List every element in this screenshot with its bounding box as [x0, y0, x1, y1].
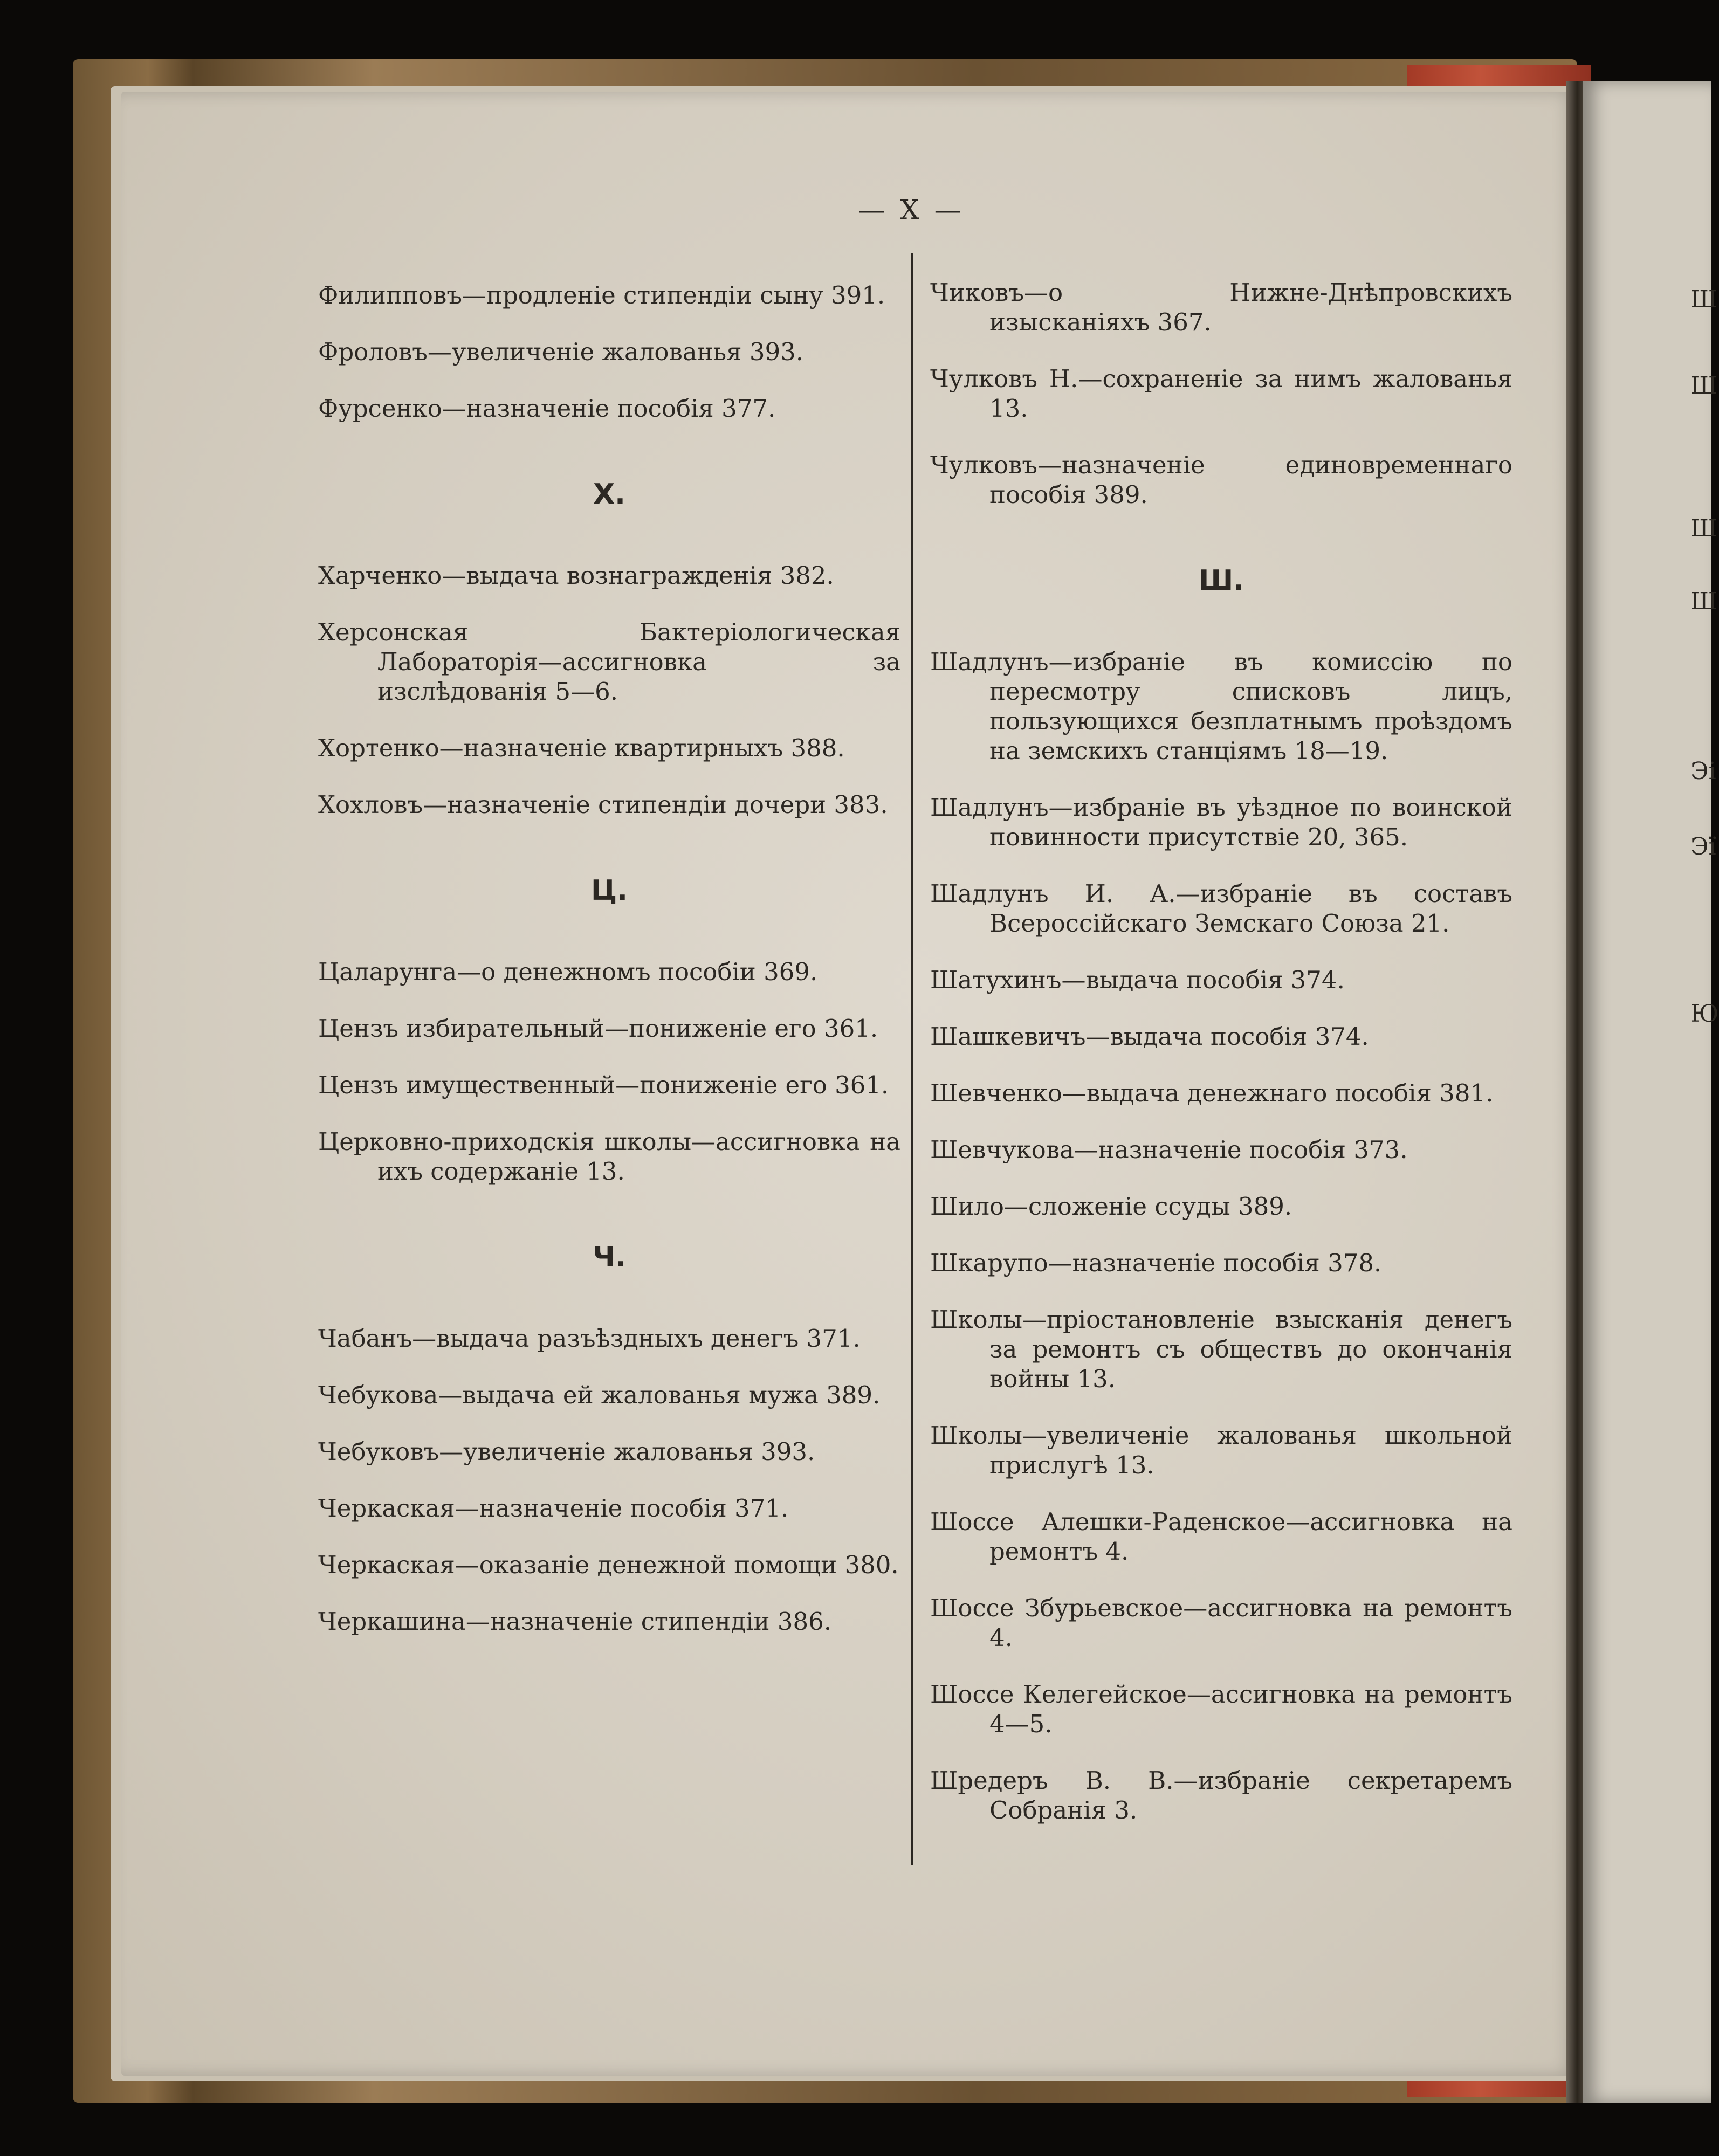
index-entry: Шоссе Алешки-Раденское—ассигновка на ремонтъ 4. [930, 1507, 1512, 1566]
section-letter: Ш. [1199, 564, 1244, 597]
right-page-mark: Ю [1690, 1000, 1719, 1028]
index-entry: Черкаская—назначеніе пособія 371. [318, 1494, 789, 1523]
index-entry: Шашкевичъ—выдача пособія 374. [930, 1022, 1369, 1051]
index-entry: Цензъ имущественный—пониженіе его 361. [318, 1071, 889, 1099]
index-entry: Шкарупо—назначеніе пособія 378. [930, 1249, 1382, 1277]
index-entry: Черкашина—назначеніе стипендіи 386. [318, 1607, 832, 1636]
left-column [318, 280, 900, 1663]
index-entry: Харченко—выдача вознагражденія 382. [318, 561, 834, 590]
right-page-mark: Ш [1690, 372, 1718, 399]
index-entry: Чиковъ—о Нижне-Днѣпровскихъ изысканіяхъ 367. [930, 278, 1512, 336]
index-entry: Шадлунъ—избраніе въ уѣздное по воинской повинности присутствіе 20, 365. [930, 793, 1512, 851]
index-entry: Шатухинъ—выдача пособія 374. [930, 966, 1345, 994]
index-entry: Шевченко—выдача денежнаго пособія 381. [930, 1079, 1494, 1107]
index-entry: Чулковъ—назначеніе единовременнаго пособія 389. [930, 451, 1512, 509]
index-entry: Шредеръ В. В.—избраніе секретаремъ Собранія 3. [930, 1766, 1512, 1824]
section-letter: Ц. [591, 874, 628, 907]
index-entry: Чабанъ—выдача разъѣздныхъ денегъ 371. [318, 1324, 861, 1353]
index-entry: Херсонская Бактеріологическая Лабораторія—ассигновка за изслѣдованія 5—6. [318, 618, 900, 706]
index-entry: Школы—пріостановленіе взысканія денегъ за ремонтъ съ обществъ до окончанія войны 13. [930, 1305, 1512, 1393]
page-folio: — X — [858, 194, 965, 225]
index-entry: Шадлунъ И. А.—избраніе въ составъ Всероссійскаго Земскаго Союза 21. [930, 879, 1512, 938]
right-column [930, 278, 1512, 1852]
index-entry: Хохловъ—назначеніе стипендіи дочери 383. [318, 790, 888, 819]
index-entry: Филипповъ—продленіе стипендіи сыну 391. [318, 281, 885, 309]
right-page-mark: Ш [1690, 515, 1718, 542]
page-right-partial [1583, 81, 1719, 2103]
section-letter: Х. [593, 478, 625, 511]
index-entry: Фурсенко—назначеніе пособія 377. [318, 394, 776, 423]
index-entry: Хортенко—назначеніе квартирныхъ 388. [318, 734, 845, 762]
index-entry: Фроловъ—увеличеніе жалованья 393. [318, 337, 804, 366]
index-entry: Цаларунга—о денежномъ пособіи 369. [318, 958, 818, 986]
index-entry: Церковно-приходскія школы—ассигновка на ихъ содержаніе 13. [318, 1127, 900, 1186]
right-page-mark: Эї [1690, 833, 1716, 860]
index-entry: Шоссе Збурьевское—ассигновка на ремонтъ 4. [930, 1594, 1512, 1652]
section-letter: Ч. [593, 1241, 626, 1273]
right-page-mark: Ш [1690, 588, 1718, 615]
index-entry: Чебуковъ—увеличеніе жалованья 393. [318, 1437, 815, 1466]
right-page-mark: Эі [1690, 757, 1716, 785]
index-entry: Шадлунъ—избраніе въ комиссію по пересмотру списковъ лицъ, пользующихся безплатнымъ проѣздомъ на земскихъ станціямъ 18—19. [930, 648, 1512, 765]
index-entry: Чебукова—выдача ей жалованья мужа 389. [318, 1381, 881, 1409]
index-entry: Шило—сложеніе ссуды 389. [930, 1192, 1292, 1221]
index-entry: Шевчукова—назначеніе пособія 373. [930, 1135, 1408, 1164]
index-entry: Шоссе Келегейское—ассигновка на ремонтъ 4—5. [930, 1680, 1512, 1738]
index-entry: Цензъ избирательный—пониженіе его 361. [318, 1014, 878, 1043]
index-entry: Школы—увеличеніе жалованья школьной прислугѣ 13. [930, 1421, 1512, 1479]
index-entry: Черкаская—оказаніе денежной помощи 380. [318, 1551, 899, 1579]
right-page-mark: Ш [1690, 286, 1718, 313]
column-divider [911, 253, 913, 1865]
index-entry: Чулковъ Н.—сохраненіе за нимъ жалованья 13. [930, 364, 1512, 423]
